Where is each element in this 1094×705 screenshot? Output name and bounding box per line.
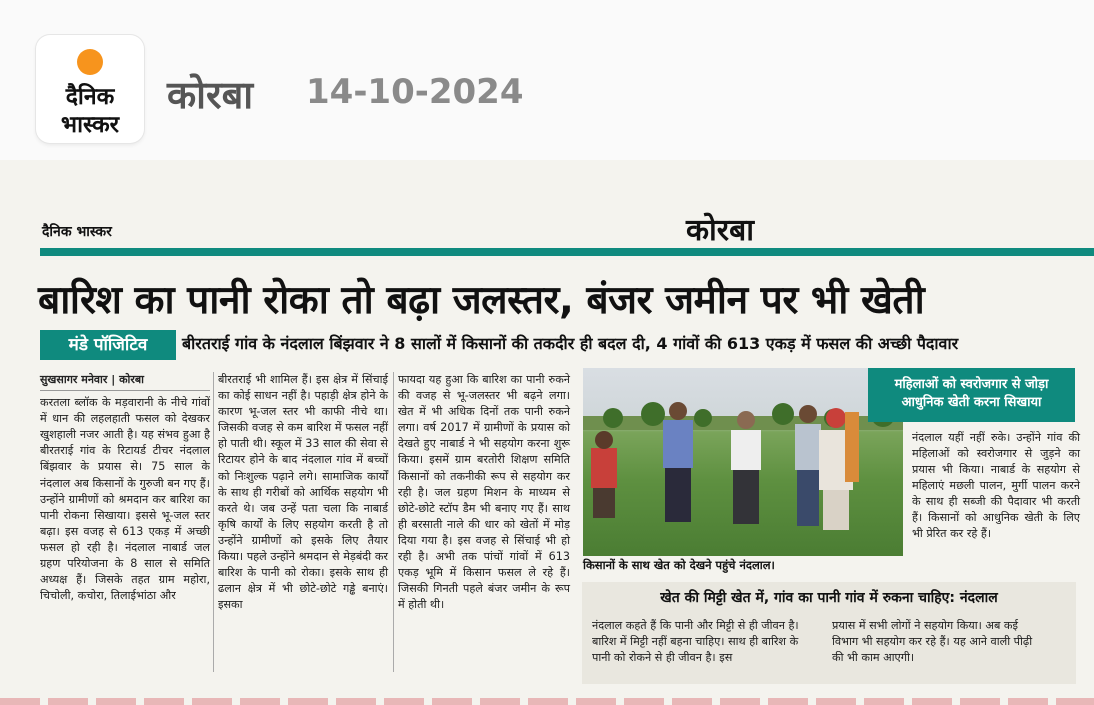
dainik-bhaskar-logo[interactable]	[36, 35, 144, 143]
article-column-2: बीरतराई भी शामिल हैं। इस क्षेत्र में सिंचाई का कोई साधन नहीं है। पहाड़ी क्षेत्र होने के कारण भू-जल स्तर भी काफी नीचे था। जिसकी वजह से कम बारिश में फसल नहीं हो पाती थी। स्कूल में 33 साल की सेवा से रिटायर होने के बाद नंदलाल गांव में बच्चों को निःशुल्क पढ़ाने लगे। सामाजिक कार्यों के साथ ही गरीबों को आर्थिक सहयोग भी करते थे। जब उन्हें पता चला कि नाबार्ड कृषि कार्यों के लिए सहयोग करती है तो उन्होंने ग्रामीणों को इसके लिए तैयार किया। पहले उन्होंने श्रमदान से मेड़बंदी कर बारिश के पानी को रोका। इसके साथ ही ढलान क्षेत्र में भी छोटे-छोटे गड्ढे बनाएं। इसका	[218, 373, 388, 612]
logo-line2: भास्कर	[60, 112, 120, 138]
quote-box-title: खेत की मिट्टी खेत में, गांव का पानी गांव में रुकना चाहिए: नंदलाल	[660, 590, 998, 606]
article-headline: बारिश का पानी रोका तो बढ़ा जलस्तर, बंजर जमीन पर भी खेती	[38, 278, 925, 323]
quote-box-text-2: प्रयास में सभी लोगों ने सहयोग किया। अब कई विभाग भी सहयोग कर रहे हैं। यह आने वाली पीढ़ी की भी काम आएगी।	[832, 619, 1033, 664]
sidebar-box-text: नंदलाल यहीं नहीं रुके। उन्होंने गांव की महिलाओं को स्वरोजगार से जुड़ने का प्रयास भी किया। नाबार्ड के सहयोग से महिलाएं मछली पालन, मुर्गी पालन करने के साथ ही सब्जी की पैदावार भी करती हैं। किसानों को आधुनिक खेती के लिए भी प्रेरित कर रहे हैं।	[912, 431, 1080, 540]
farm-people-photo	[583, 368, 903, 556]
newspaper-clipping	[0, 160, 1094, 705]
sun-icon	[77, 49, 103, 75]
article-column-1	[40, 372, 210, 604]
article-subhead: बीरतराई गांव के नंदलाल बिंझवार ने 8 सालों में किसानों की तकदीर ही बदल दी, 4 गांवों की 613 एकड़ में फसल की अच्छी पैदावार	[182, 334, 959, 353]
byline: सुखसागर मनेवार | कोरबा	[40, 372, 210, 391]
app-header	[0, 0, 1094, 160]
article-photo	[583, 368, 903, 556]
section-tag: मंडे पॉजिटिव	[40, 330, 176, 360]
masthead-left: दैनिक भास्कर	[42, 224, 112, 240]
column-divider	[213, 372, 214, 672]
edition-date: 14-10-2024	[306, 72, 524, 112]
edition-city: कोरबा	[167, 73, 254, 117]
photo-caption: किसानों के साथ खेत को देखने पहुंचे नंदलाल।	[583, 558, 775, 572]
masthead-city: कोरबा	[686, 213, 754, 248]
quote-box	[582, 582, 1076, 684]
sidebar-box-title: महिलाओं को स्वरोजगार से जोड़ा आधुनिक खेती करना सिखाया	[868, 368, 1075, 422]
quote-box-text-1: नंदलाल कहते हैं कि पानी और मिट्टी से ही जीवन है। बारिश में मिट्टी नहीं बहना चाहिए। साथ ही बारिश के पानी को रोकने से ही जीवन है। इस	[592, 619, 799, 664]
logo-line1: दैनिक	[65, 84, 115, 110]
column-1-text: करतला ब्लॉक के मड़वारानी के नीचे गांवों में धान की लहलहाती फसल को देखकर खुशहाली नजर आती है। यह संभव हुआ है बीरतराई गांव के रिटायर्ड टीचर नंदलाल बिंझवार के प्रयास से। 75 साल के नंदलाल अब किसानों के गुरुजी बन गए हैं। उन्होंने ग्रामीणों को श्रमदान कर बारिश का पानी रोकना सिखाया। इससे भू-जल स्तर बढ़ा। इस वजह से 613 एकड़ में अच्छी फसल हो रही है। नंदलाल नाबार्ड जल ग्रहण परियोजना के 8 साल से समिति अध्यक्ष हैं। जिसके तहत ग्राम महोरा, चिचोली, कचोरा, तिलाईभांठा और	[40, 396, 210, 603]
article-column-3: फायदा यह हुआ कि बारिश का पानी रुकने की वजह से भू-जलस्तर भी बढ़ने लगा। खेत में भी अधिक दिनों तक पानी रुकने लगा। वर्ष 2017 में ग्रामीणों के प्रयास को देखते हुए नाबार्ड ने भी सहयोग करना शुरू किया। इसमें ग्राम बरतोरी शिक्षण समिति किसानों को तकनीकी रूप से सहयोग कर रही है। जल ग्रहण मिशन के माध्यम से छोटे-छोटे स्टॉप डैम भी बनाए गए हैं। साथ ही बरसाती नाले की धार को खेतों में मोड़ दिया गया है। इस वजह से सिंचाई भी हो रही है। अभी तक पांचों गांवों में 613 एकड़ भूमि में किसान फसल ले रहे हैं। जिसकी गिनती पहले बंजर जमीन के रूप में होती थी।	[398, 373, 570, 612]
masthead-divider	[40, 248, 1094, 256]
next-article-strip	[0, 698, 1094, 705]
column-divider	[393, 372, 394, 672]
